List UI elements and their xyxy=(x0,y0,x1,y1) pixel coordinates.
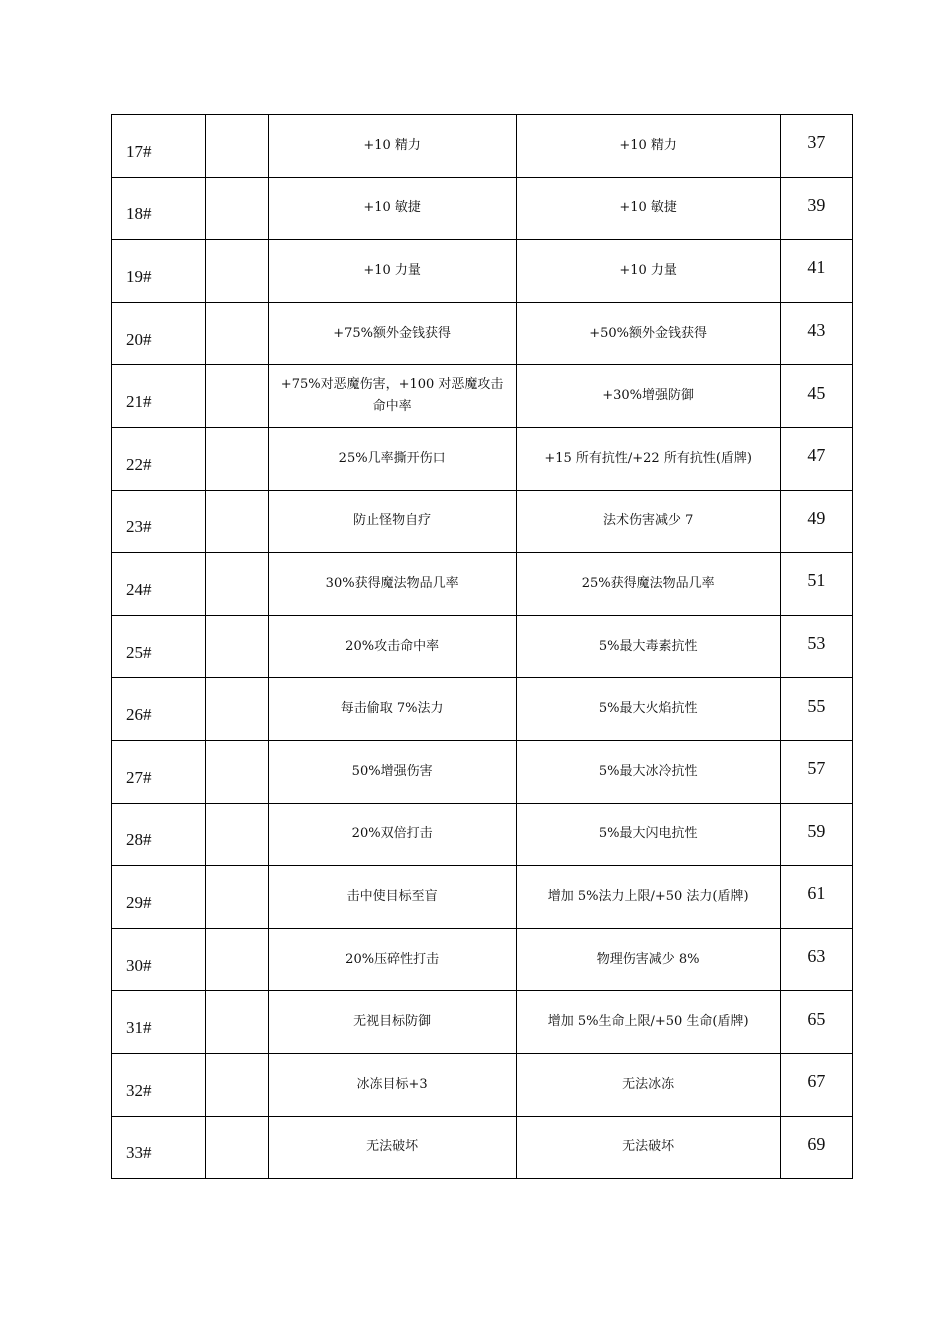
armor-effect-cell: 法术伤害减少 7 xyxy=(516,490,780,553)
blank-cell xyxy=(206,365,268,428)
armor-effect-cell: 25%获得魔法物品几率 xyxy=(516,553,780,616)
level-cell: 41 xyxy=(780,240,852,303)
table-row xyxy=(112,866,853,929)
weapon-effect-cell: 20%攻击命中率 xyxy=(268,615,516,678)
rune-id-cell: 18# xyxy=(112,177,206,240)
table-row xyxy=(112,1116,853,1179)
table-row xyxy=(112,115,853,178)
rune-id-cell: 33# xyxy=(112,1116,206,1179)
weapon-effect-cell: 每击偷取 7%法力 xyxy=(268,678,516,741)
level-cell: 53 xyxy=(780,615,852,678)
blank-cell xyxy=(206,803,268,866)
rune-id-cell: 24# xyxy=(112,553,206,616)
rune-id-cell: 31# xyxy=(112,991,206,1054)
level-cell: 67 xyxy=(780,1053,852,1116)
blank-cell xyxy=(206,240,268,303)
armor-effect-cell: +15 所有抗性/+22 所有抗性(盾牌) xyxy=(516,427,780,490)
weapon-effect-cell: 击中使目标至盲 xyxy=(268,866,516,929)
armor-effect-cell: 5%最大冰冷抗性 xyxy=(516,740,780,803)
armor-effect-cell: +10 力量 xyxy=(516,240,780,303)
blank-cell xyxy=(206,615,268,678)
armor-effect-cell: +50%额外金钱获得 xyxy=(516,302,780,365)
blank-cell xyxy=(206,553,268,616)
blank-cell xyxy=(206,991,268,1054)
armor-effect-cell: 无法破坏 xyxy=(516,1116,780,1179)
armor-effect-cell: 5%最大毒素抗性 xyxy=(516,615,780,678)
level-cell: 37 xyxy=(780,115,852,178)
level-cell: 39 xyxy=(780,177,852,240)
rune-id-cell: 21# xyxy=(112,365,206,428)
table-row xyxy=(112,803,853,866)
rune-id-cell: 26# xyxy=(112,678,206,741)
level-cell: 65 xyxy=(780,991,852,1054)
level-cell: 49 xyxy=(780,490,852,553)
weapon-effect-cell: 20%双倍打击 xyxy=(268,803,516,866)
armor-effect-cell: +10 敏捷 xyxy=(516,177,780,240)
rune-id-cell: 23# xyxy=(112,490,206,553)
blank-cell xyxy=(206,177,268,240)
weapon-effect-cell: 20%压碎性打击 xyxy=(268,928,516,991)
level-cell: 55 xyxy=(780,678,852,741)
table-row xyxy=(112,1053,853,1116)
weapon-effect-cell: +75%额外金钱获得 xyxy=(268,302,516,365)
rune-id-cell: 17# xyxy=(112,115,206,178)
blank-cell xyxy=(206,678,268,741)
table-row xyxy=(112,302,853,365)
weapon-effect-cell: +10 精力 xyxy=(268,115,516,178)
level-cell: 69 xyxy=(780,1116,852,1179)
blank-cell xyxy=(206,490,268,553)
level-cell: 57 xyxy=(780,740,852,803)
weapon-effect-cell: 防止怪物自疗 xyxy=(268,490,516,553)
weapon-effect-cell: 30%获得魔法物品几率 xyxy=(268,553,516,616)
weapon-effect-cell: +10 力量 xyxy=(268,240,516,303)
blank-cell xyxy=(206,866,268,929)
rune-id-cell: 27# xyxy=(112,740,206,803)
table-row xyxy=(112,427,853,490)
table-row xyxy=(112,678,853,741)
weapon-effect-cell: 25%几率撕开伤口 xyxy=(268,427,516,490)
table-row xyxy=(112,553,853,616)
table-row xyxy=(112,240,853,303)
rune-id-cell: 25# xyxy=(112,615,206,678)
armor-effect-cell: +10 精力 xyxy=(516,115,780,178)
weapon-effect-cell: 无法破坏 xyxy=(268,1116,516,1179)
blank-cell xyxy=(206,115,268,178)
table-row xyxy=(112,991,853,1054)
blank-cell xyxy=(206,740,268,803)
blank-cell xyxy=(206,1053,268,1116)
weapon-effect-cell: +75%对恶魔伤害，+100 对恶魔攻击命中率 xyxy=(268,365,516,428)
blank-cell xyxy=(206,427,268,490)
rune-id-cell: 19# xyxy=(112,240,206,303)
level-cell: 59 xyxy=(780,803,852,866)
armor-effect-cell: +30%增强防御 xyxy=(516,365,780,428)
blank-cell xyxy=(206,1116,268,1179)
level-cell: 45 xyxy=(780,365,852,428)
table-row xyxy=(112,928,853,991)
rune-id-cell: 29# xyxy=(112,866,206,929)
rune-id-cell: 28# xyxy=(112,803,206,866)
armor-effect-cell: 增加 5%生命上限/+50 生命(盾牌) xyxy=(516,991,780,1054)
rune-id-cell: 30# xyxy=(112,928,206,991)
level-cell: 63 xyxy=(780,928,852,991)
table-row xyxy=(112,615,853,678)
armor-effect-cell: 5%最大闪电抗性 xyxy=(516,803,780,866)
armor-effect-cell: 无法冰冻 xyxy=(516,1053,780,1116)
blank-cell xyxy=(206,928,268,991)
armor-effect-cell: 增加 5%法力上限/+50 法力(盾牌) xyxy=(516,866,780,929)
level-cell: 47 xyxy=(780,427,852,490)
weapon-effect-cell: 无视目标防御 xyxy=(268,991,516,1054)
table-row xyxy=(112,740,853,803)
weapon-effect-cell: +10 敏捷 xyxy=(268,177,516,240)
level-cell: 61 xyxy=(780,866,852,929)
level-cell: 43 xyxy=(780,302,852,365)
level-cell: 51 xyxy=(780,553,852,616)
table-row xyxy=(112,490,853,553)
rune-id-cell: 22# xyxy=(112,427,206,490)
rune-table-body xyxy=(112,115,853,1179)
table-row xyxy=(112,177,853,240)
armor-effect-cell: 物理伤害减少 8% xyxy=(516,928,780,991)
table-row xyxy=(112,365,853,428)
rune-table xyxy=(111,114,853,1179)
rune-id-cell: 20# xyxy=(112,302,206,365)
weapon-effect-cell: 冰冻目标+3 xyxy=(268,1053,516,1116)
weapon-effect-cell: 50%增强伤害 xyxy=(268,740,516,803)
blank-cell xyxy=(206,302,268,365)
armor-effect-cell: 5%最大火焰抗性 xyxy=(516,678,780,741)
rune-id-cell: 32# xyxy=(112,1053,206,1116)
